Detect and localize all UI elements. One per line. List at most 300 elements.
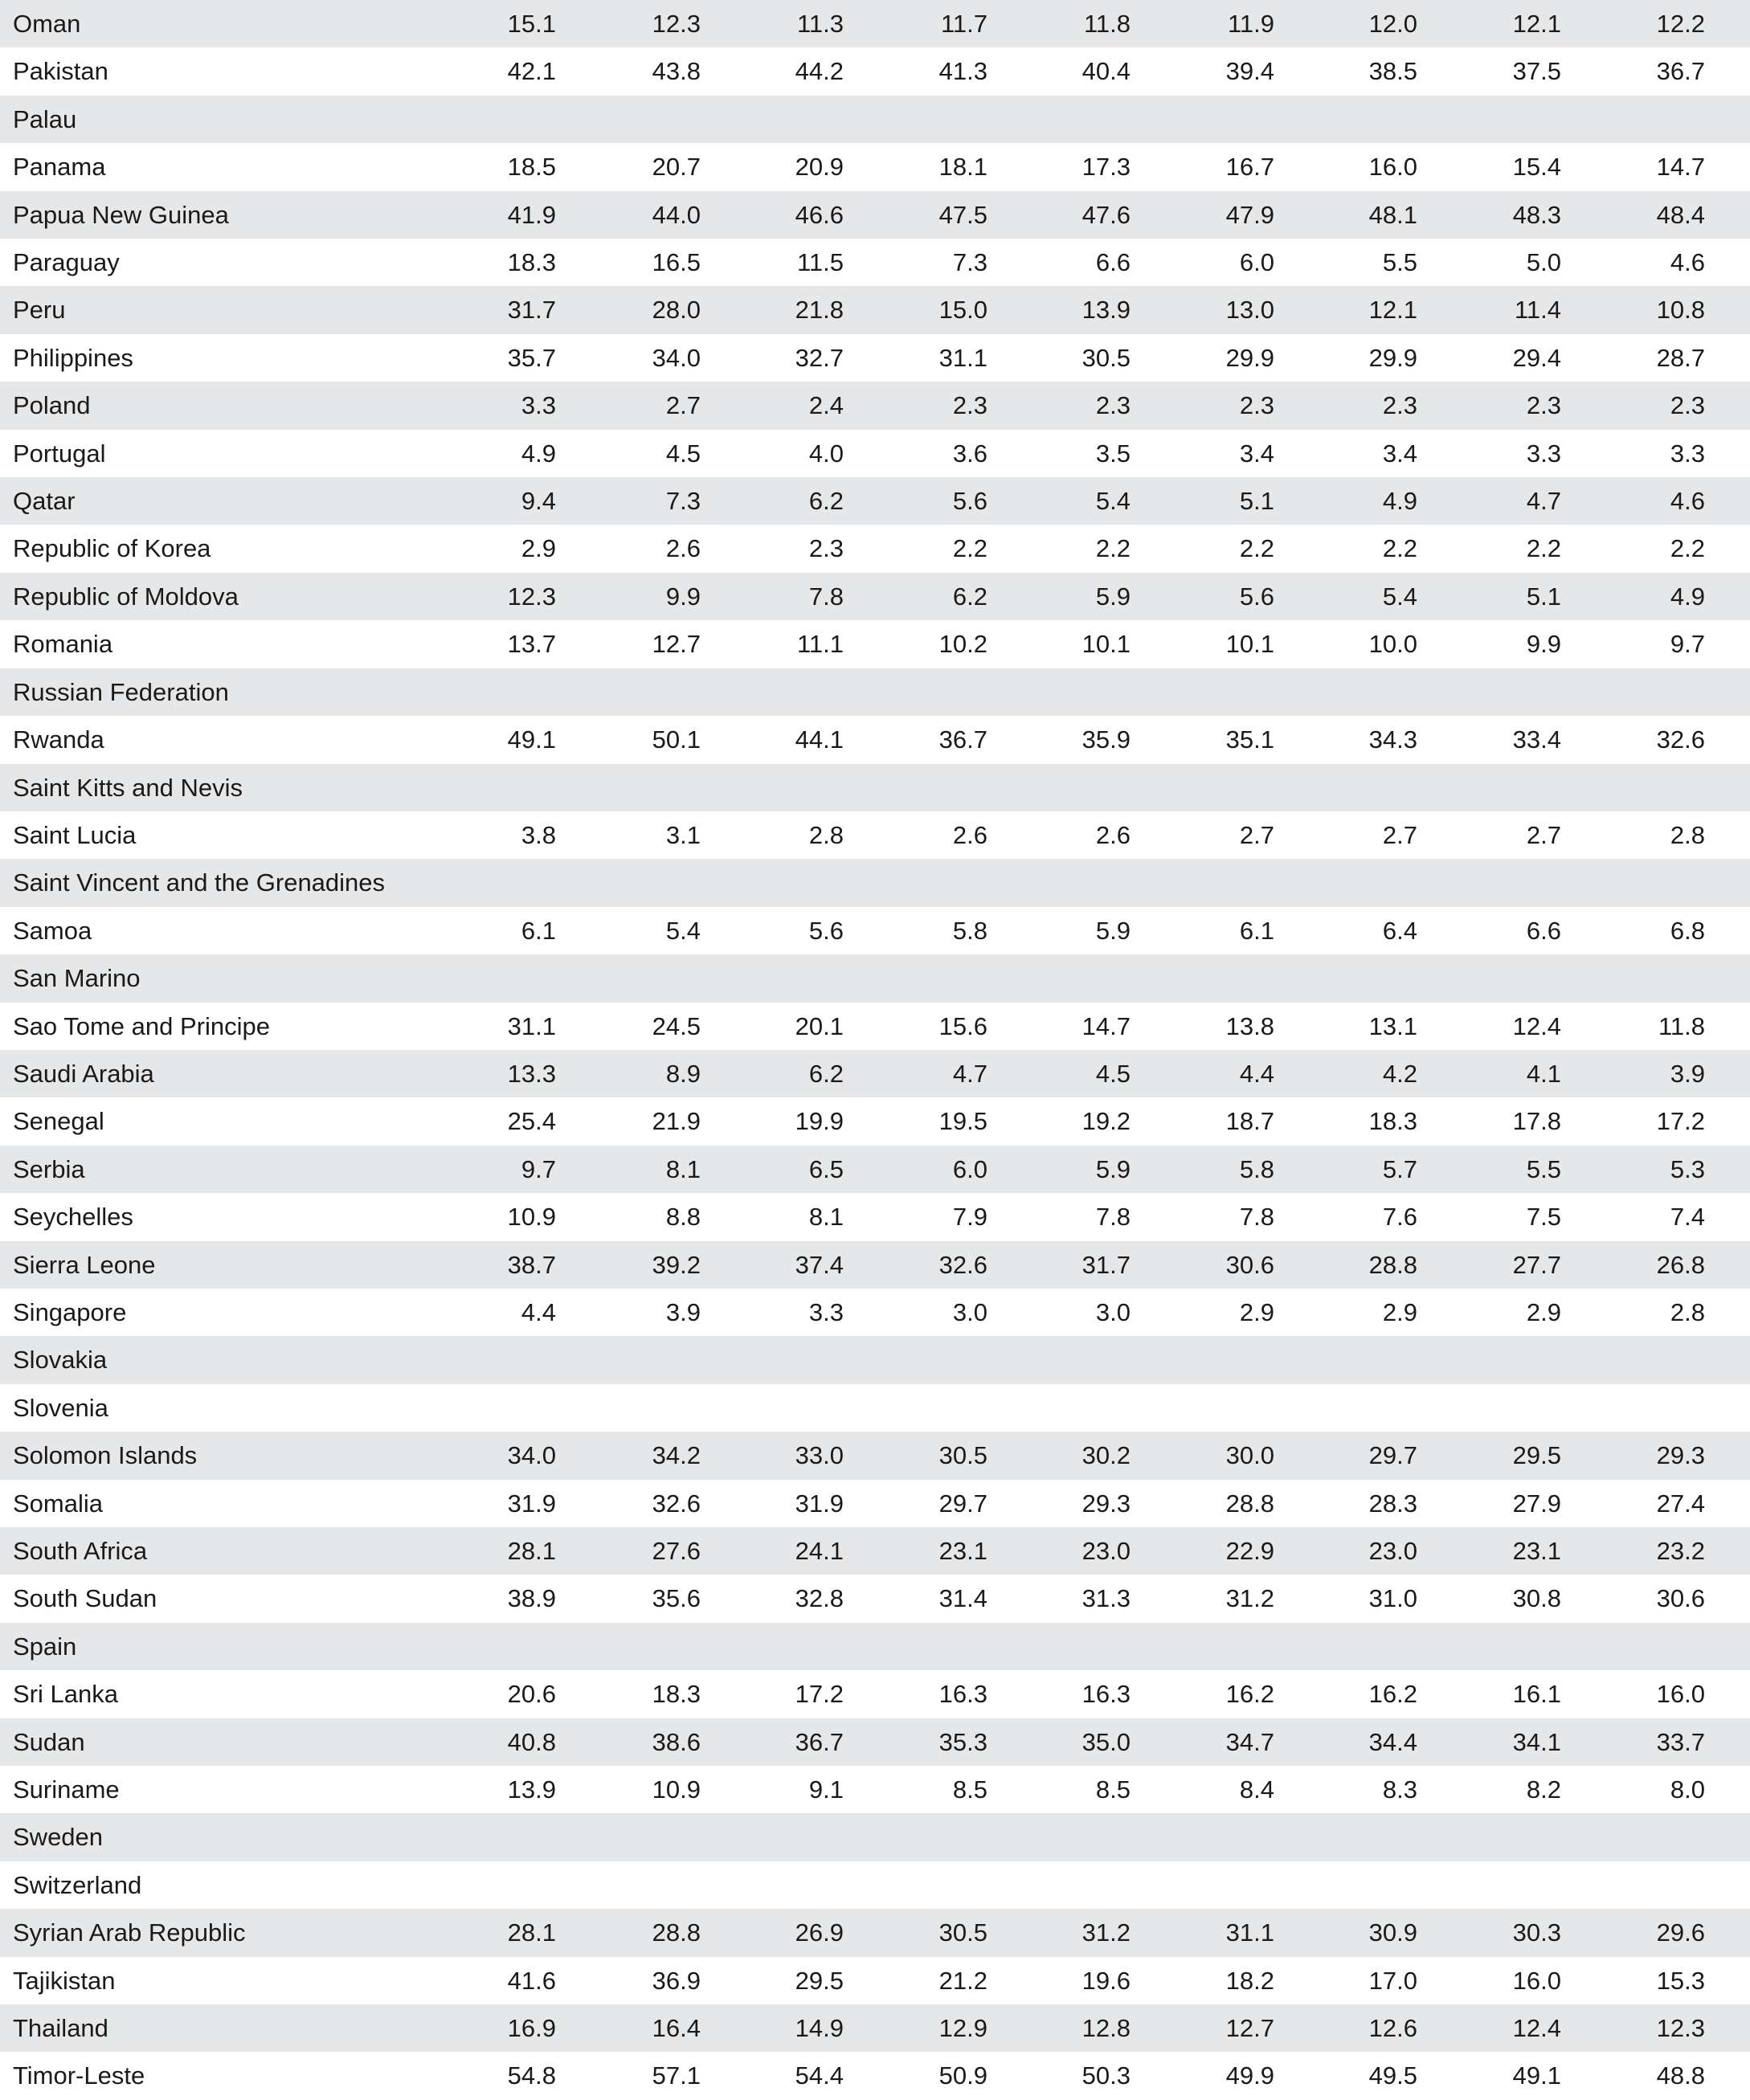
- value-cell: 5.4: [1382, 582, 1417, 611]
- row-padding: [1705, 1718, 1750, 1766]
- value-cell: 3.3: [1526, 439, 1561, 468]
- value-cell: 18.2: [1225, 1966, 1274, 1995]
- table-row: [0, 620, 1750, 668]
- table-row: [0, 525, 1750, 572]
- table-row: [0, 668, 1750, 716]
- value-cell: 15.4: [1512, 153, 1561, 182]
- row-padding: [1705, 1003, 1750, 1050]
- value-cell: 40.8: [507, 1727, 556, 1756]
- value-cell: 31.1: [507, 1011, 556, 1040]
- value-cell: 2.3: [1239, 391, 1274, 420]
- table-row: [0, 286, 1750, 333]
- value-cell: 2.2: [952, 534, 987, 563]
- value-cell: 5.0: [1526, 248, 1561, 277]
- value-cell: 4.4: [1239, 1059, 1274, 1088]
- table-row: [0, 1003, 1750, 1050]
- value-cell: 2.9: [1239, 1297, 1274, 1326]
- value-cell: [419, 1861, 556, 1909]
- value-cell: 18.3: [507, 248, 556, 277]
- value-cell: 12.7: [1225, 2014, 1274, 2043]
- value-cell: 23.1: [1512, 1537, 1561, 1565]
- value-cell: 3.3: [1670, 439, 1705, 468]
- table-row: [0, 1193, 1750, 1240]
- value-cell: 31.2: [1225, 1584, 1274, 1613]
- value-cell: [701, 859, 844, 906]
- value-cell: 26.9: [795, 1918, 844, 1947]
- value-cell: 6.5: [808, 1154, 844, 1183]
- value-cell: 4.6: [1670, 487, 1705, 516]
- value-cell: 28.1: [507, 1537, 556, 1565]
- value-cell: 35.1: [1225, 725, 1274, 754]
- value-cell: 21.9: [652, 1107, 701, 1136]
- value-cell: [844, 1623, 987, 1670]
- country-cell: Serbia: [13, 1154, 85, 1183]
- value-cell: 28.8: [1368, 1250, 1417, 1279]
- value-cell: [701, 1384, 844, 1432]
- value-cell: 23.0: [1081, 1537, 1131, 1565]
- value-cell: 4.5: [1095, 1059, 1131, 1088]
- value-cell: [844, 96, 987, 143]
- value-cell: [1561, 1623, 1705, 1670]
- value-cell: 35.9: [1081, 725, 1131, 754]
- table-row: [0, 1813, 1750, 1861]
- value-cell: 54.4: [795, 2061, 844, 2090]
- value-cell: 9.9: [665, 582, 701, 611]
- value-cell: 11.7: [940, 10, 987, 38]
- value-cell: 9.1: [808, 1775, 844, 1804]
- value-cell: 47.9: [1225, 200, 1274, 229]
- value-cell: 29.6: [1656, 1918, 1705, 1947]
- value-cell: 11.8: [1083, 10, 1131, 38]
- value-cell: [701, 1861, 844, 1909]
- value-cell: 10.1: [1081, 630, 1131, 659]
- value-cell: 18.3: [652, 1680, 701, 1709]
- row-padding: [1705, 1432, 1750, 1479]
- country-cell: Paraguay: [13, 248, 120, 277]
- value-cell: 12.3: [652, 10, 701, 38]
- value-cell: 44.2: [795, 57, 844, 86]
- value-cell: 31.1: [938, 343, 987, 372]
- value-cell: 32.6: [652, 1489, 701, 1518]
- value-cell: 43.8: [652, 57, 701, 86]
- value-cell: 2.3: [1526, 391, 1561, 420]
- value-cell: [1561, 859, 1705, 906]
- value-cell: 6.2: [952, 582, 987, 611]
- value-cell: [1417, 1623, 1561, 1670]
- row-padding: [1705, 477, 1750, 525]
- row-padding: [1705, 1146, 1750, 1193]
- row-padding: [1705, 1289, 1750, 1336]
- value-cell: 2.6: [1095, 820, 1131, 849]
- country-cell: Papua New Guinea: [13, 200, 229, 229]
- value-cell: [1417, 764, 1561, 811]
- value-cell: 29.5: [1512, 1441, 1561, 1470]
- value-cell: 12.9: [938, 2014, 987, 2043]
- country-cell: Suriname: [13, 1775, 120, 1804]
- value-cell: [1417, 1861, 1561, 1909]
- value-cell: 6.0: [1239, 248, 1274, 277]
- country-cell: Russian Federation: [13, 677, 229, 706]
- value-cell: [844, 1384, 987, 1432]
- row-padding: [1705, 143, 1750, 190]
- value-cell: 13.0: [1225, 296, 1274, 325]
- country-cell: Saint Lucia: [13, 820, 137, 849]
- value-cell: 13.1: [1368, 1011, 1417, 1040]
- value-cell: 27.4: [1656, 1489, 1705, 1518]
- value-cell: 2.2: [1526, 534, 1561, 563]
- value-cell: [419, 1336, 556, 1383]
- value-cell: 32.6: [1656, 725, 1705, 754]
- value-cell: 6.2: [808, 1059, 844, 1088]
- value-cell: 28.7: [1656, 343, 1705, 372]
- value-cell: 50.3: [1081, 2061, 1131, 2090]
- country-cell: Samoa: [13, 916, 92, 945]
- value-cell: 39.4: [1225, 57, 1274, 86]
- value-cell: 38.9: [507, 1584, 556, 1613]
- value-cell: 23.1: [938, 1537, 987, 1565]
- value-cell: [556, 1861, 701, 1909]
- value-cell: 35.7: [507, 343, 556, 372]
- table-row: [0, 1623, 1750, 1670]
- value-cell: 6.0: [952, 1154, 987, 1183]
- value-cell: 42.1: [507, 57, 556, 86]
- value-cell: 4.7: [952, 1059, 987, 1088]
- value-cell: 13.3: [507, 1059, 556, 1088]
- country-cell: Sao Tome and Principe: [13, 1011, 270, 1040]
- value-cell: 38.6: [652, 1727, 701, 1756]
- country-cell: Philippines: [13, 343, 133, 372]
- value-cell: 8.5: [952, 1775, 987, 1804]
- row-padding: [1705, 47, 1750, 95]
- country-cell: South Sudan: [13, 1584, 157, 1613]
- value-cell: 14.7: [1081, 1011, 1131, 1040]
- value-cell: 20.9: [795, 153, 844, 182]
- value-cell: 10.9: [652, 1775, 701, 1804]
- value-cell: [1417, 1813, 1561, 1861]
- row-padding: [1705, 1670, 1750, 1718]
- table-row: [0, 859, 1750, 906]
- value-cell: 48.1: [1368, 200, 1417, 229]
- value-cell: 30.2: [1081, 1441, 1131, 1470]
- value-cell: 12.1: [1512, 10, 1561, 38]
- value-cell: 4.0: [808, 439, 844, 468]
- value-cell: 29.4: [1512, 343, 1561, 372]
- value-cell: 12.4: [1512, 2014, 1561, 2043]
- value-cell: [419, 96, 556, 143]
- value-cell: 8.5: [1095, 1775, 1131, 1804]
- value-cell: [701, 954, 844, 1002]
- value-cell: 28.3: [1368, 1489, 1417, 1518]
- value-cell: 6.6: [1095, 248, 1131, 277]
- value-cell: 15.1: [507, 10, 556, 38]
- row-padding: [1705, 1909, 1750, 1956]
- value-cell: 7.6: [1382, 1203, 1417, 1232]
- value-cell: [1561, 1336, 1705, 1383]
- value-cell: 12.4: [1512, 1011, 1561, 1040]
- table-row: [0, 477, 1750, 525]
- value-cell: 34.3: [1368, 725, 1417, 754]
- value-cell: 3.3: [521, 391, 556, 420]
- value-cell: 22.9: [1225, 1537, 1274, 1565]
- value-cell: 4.9: [1670, 582, 1705, 611]
- value-cell: 15.0: [938, 296, 987, 325]
- value-cell: 2.8: [1670, 820, 1705, 849]
- table-row: [0, 1146, 1750, 1193]
- value-cell: 2.6: [952, 820, 987, 849]
- value-cell: 18.1: [938, 153, 987, 182]
- value-cell: 13.7: [507, 630, 556, 659]
- value-cell: 2.3: [952, 391, 987, 420]
- value-cell: 2.2: [1239, 534, 1274, 563]
- value-cell: 10.0: [1368, 630, 1417, 659]
- value-cell: 2.6: [665, 534, 701, 563]
- value-cell: 37.5: [1512, 57, 1561, 86]
- country-cell: Timor-Leste: [13, 2061, 145, 2090]
- row-padding: [1705, 525, 1750, 572]
- value-cell: [987, 96, 1131, 143]
- value-cell: 11.3: [796, 10, 844, 38]
- row-padding: [1705, 1957, 1750, 2004]
- table-row: [0, 1861, 1750, 1909]
- value-cell: 27.6: [652, 1537, 701, 1565]
- value-cell: 21.8: [795, 296, 844, 325]
- value-cell: 3.6: [952, 439, 987, 468]
- value-cell: [844, 1813, 987, 1861]
- value-cell: 47.6: [1081, 200, 1131, 229]
- value-cell: 8.1: [808, 1203, 844, 1232]
- value-cell: 3.3: [808, 1297, 844, 1326]
- value-cell: 2.2: [1670, 534, 1705, 563]
- value-cell: [1131, 859, 1274, 906]
- table-row: [0, 1241, 1750, 1289]
- value-cell: 9.9: [1526, 630, 1561, 659]
- country-cell: Sudan: [13, 1727, 85, 1756]
- value-cell: 12.6: [1368, 2014, 1417, 2043]
- value-cell: 5.1: [1526, 582, 1561, 611]
- table-row: [0, 1718, 1750, 1766]
- value-cell: 41.3: [938, 57, 987, 86]
- value-cell: 30.3: [1512, 1918, 1561, 1947]
- value-cell: 11.5: [796, 248, 844, 277]
- value-cell: [419, 859, 556, 906]
- value-cell: 11.8: [1658, 1011, 1705, 1040]
- value-cell: 6.2: [808, 487, 844, 516]
- table-row: [0, 1384, 1750, 1432]
- table-row: [0, 2052, 1750, 2099]
- value-cell: [987, 1336, 1131, 1383]
- value-cell: 28.0: [652, 296, 701, 325]
- value-cell: [987, 1861, 1131, 1909]
- value-cell: [1274, 1623, 1417, 1670]
- value-cell: 34.0: [652, 343, 701, 372]
- row-padding: [1705, 2004, 1750, 2052]
- value-cell: 5.4: [1095, 487, 1131, 516]
- value-cell: 16.3: [938, 1680, 987, 1709]
- row-padding: [1705, 764, 1750, 811]
- value-cell: [556, 1384, 701, 1432]
- value-cell: 12.1: [1368, 296, 1417, 325]
- value-cell: 8.0: [1670, 1775, 1705, 1804]
- value-cell: 28.8: [1225, 1489, 1274, 1518]
- value-cell: 5.1: [1239, 487, 1274, 516]
- value-cell: [987, 1384, 1131, 1432]
- value-cell: [419, 764, 556, 811]
- value-cell: [1274, 954, 1417, 1002]
- value-cell: 16.4: [652, 2014, 701, 2043]
- row-padding: [1705, 573, 1750, 620]
- value-cell: 32.7: [795, 343, 844, 372]
- value-cell: 17.3: [1081, 153, 1131, 182]
- value-cell: 35.3: [938, 1727, 987, 1756]
- value-cell: 3.1: [665, 820, 701, 849]
- value-cell: 4.9: [1382, 487, 1417, 516]
- value-cell: 40.4: [1081, 57, 1131, 86]
- value-cell: 47.5: [938, 200, 987, 229]
- value-cell: 23.2: [1656, 1537, 1705, 1565]
- value-cell: 2.9: [521, 534, 556, 563]
- value-cell: [1274, 1336, 1417, 1383]
- value-cell: 8.4: [1239, 1775, 1274, 1804]
- country-cell: Solomon Islands: [13, 1441, 198, 1470]
- value-cell: 23.0: [1368, 1537, 1417, 1565]
- value-cell: [1561, 1384, 1705, 1432]
- value-cell: 11.9: [1227, 10, 1274, 38]
- value-cell: [701, 1813, 844, 1861]
- value-cell: [844, 1861, 987, 1909]
- value-cell: 7.8: [1239, 1203, 1274, 1232]
- value-cell: 16.3: [1081, 1680, 1131, 1709]
- value-cell: 3.5: [1095, 439, 1131, 468]
- value-cell: 29.7: [938, 1489, 987, 1518]
- value-cell: 18.7: [1225, 1107, 1274, 1136]
- value-cell: 31.2: [1081, 1918, 1131, 1947]
- country-cell: Peru: [13, 296, 66, 325]
- value-cell: 5.9: [1095, 916, 1131, 945]
- value-cell: [556, 668, 701, 716]
- table-row: [0, 334, 1750, 382]
- value-cell: [1131, 668, 1274, 716]
- value-cell: 16.7: [1225, 153, 1274, 182]
- value-cell: [844, 859, 987, 906]
- value-cell: 8.2: [1526, 1775, 1561, 1804]
- table-row: [0, 1050, 1750, 1097]
- value-cell: [556, 1336, 701, 1383]
- value-cell: 3.9: [1670, 1059, 1705, 1088]
- value-cell: 24.1: [795, 1537, 844, 1565]
- value-cell: [987, 764, 1131, 811]
- value-cell: 48.3: [1512, 200, 1561, 229]
- table-row: [0, 1909, 1750, 1956]
- country-cell: South Africa: [13, 1537, 148, 1565]
- row-padding: [1705, 382, 1750, 429]
- value-cell: [1131, 1623, 1274, 1670]
- value-cell: 2.3: [1382, 391, 1417, 420]
- table-row: [0, 907, 1750, 954]
- value-cell: 10.2: [938, 630, 987, 659]
- country-cell: Singapore: [13, 1297, 127, 1326]
- value-cell: 36.7: [795, 1727, 844, 1756]
- value-cell: 33.0: [795, 1441, 844, 1470]
- value-cell: 20.6: [507, 1680, 556, 1709]
- value-cell: 5.8: [1239, 1154, 1274, 1183]
- country-cell: Switzerland: [13, 1870, 142, 1899]
- value-cell: 30.8: [1512, 1584, 1561, 1613]
- value-cell: [987, 1813, 1131, 1861]
- country-cell: Spain: [13, 1632, 77, 1661]
- value-cell: 37.4: [795, 1250, 844, 1279]
- country-cell: Saint Vincent and the Grenadines: [13, 868, 386, 897]
- row-padding: [1705, 1813, 1750, 1861]
- country-cell: Sri Lanka: [13, 1680, 118, 1709]
- value-cell: 29.9: [1225, 343, 1274, 372]
- table-row: [0, 1766, 1750, 1813]
- value-cell: 19.2: [1081, 1107, 1131, 1136]
- country-cell: Sierra Leone: [13, 1250, 156, 1279]
- value-cell: 19.9: [795, 1107, 844, 1136]
- value-cell: 16.0: [1368, 153, 1417, 182]
- value-cell: 7.3: [952, 248, 987, 277]
- value-cell: [1417, 1336, 1561, 1383]
- country-cell: Palau: [13, 104, 77, 133]
- value-cell: [1131, 96, 1274, 143]
- value-cell: [701, 764, 844, 811]
- value-cell: [1274, 1813, 1417, 1861]
- value-cell: 21.2: [938, 1966, 987, 1995]
- value-cell: 5.9: [1095, 1154, 1131, 1183]
- value-cell: [1131, 764, 1274, 811]
- value-cell: 7.3: [665, 487, 701, 516]
- value-cell: 31.0: [1368, 1584, 1417, 1613]
- table-row: [0, 191, 1750, 239]
- row-padding: [1705, 2052, 1750, 2099]
- row-padding: [1705, 811, 1750, 859]
- value-cell: 20.7: [652, 153, 701, 182]
- value-cell: 2.9: [1526, 1297, 1561, 1326]
- value-cell: 31.1: [1225, 1918, 1274, 1947]
- row-padding: [1705, 1623, 1750, 1670]
- value-cell: 19.6: [1081, 1966, 1131, 1995]
- value-cell: [1417, 954, 1561, 1002]
- value-cell: [987, 859, 1131, 906]
- table-row: [0, 430, 1750, 477]
- country-cell: Rwanda: [13, 725, 104, 754]
- value-cell: 9.7: [1670, 630, 1705, 659]
- value-cell: 3.0: [1095, 1297, 1131, 1326]
- value-cell: 34.2: [652, 1441, 701, 1470]
- row-padding: [1705, 1193, 1750, 1240]
- country-cell: Panama: [13, 153, 106, 182]
- country-cell: Republic of Korea: [13, 534, 211, 563]
- value-cell: 49.5: [1368, 2061, 1417, 2090]
- value-cell: 3.4: [1239, 439, 1274, 468]
- value-cell: 48.4: [1656, 200, 1705, 229]
- value-cell: 6.1: [1239, 916, 1274, 945]
- value-cell: 17.8: [1512, 1107, 1561, 1136]
- row-padding: [1705, 1050, 1750, 1097]
- value-cell: 36.7: [1656, 57, 1705, 86]
- value-cell: 29.5: [795, 1966, 844, 1995]
- value-cell: 15.3: [1656, 1966, 1705, 1995]
- value-cell: [844, 668, 987, 716]
- value-cell: [1131, 1813, 1274, 1861]
- value-cell: 16.0: [1512, 1966, 1561, 1995]
- value-cell: 2.2: [1382, 534, 1417, 563]
- value-cell: 16.1: [1512, 1680, 1561, 1709]
- country-cell: Republic of Moldova: [13, 582, 239, 611]
- value-cell: [1417, 668, 1561, 716]
- value-cell: [556, 764, 701, 811]
- country-cell: Thailand: [13, 2014, 108, 2043]
